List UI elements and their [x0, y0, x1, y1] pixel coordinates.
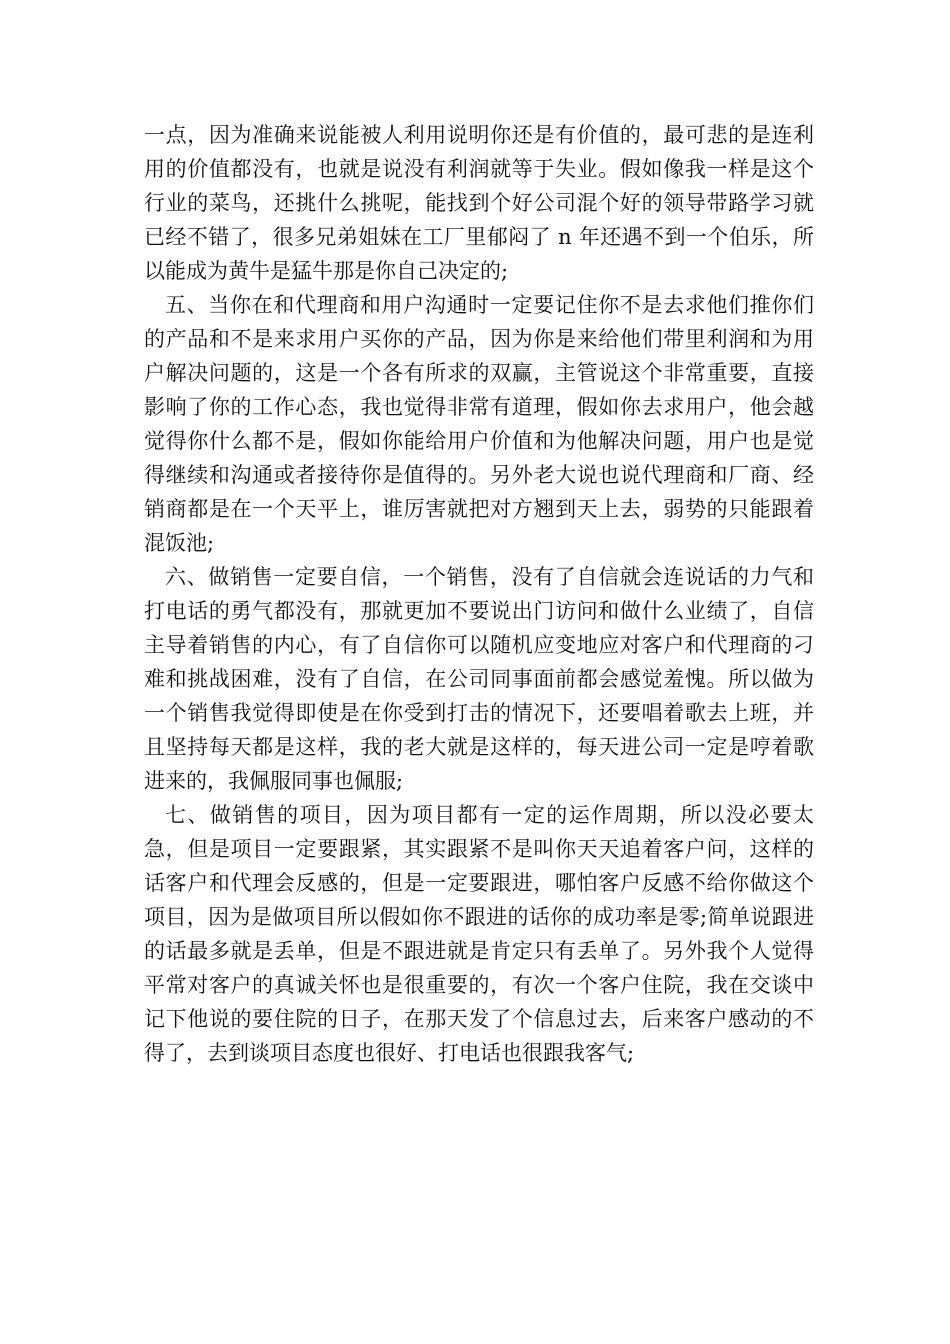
paragraph-item-six: 六、做销售一定要自信，一个销售，没有了自信就会连说话的力气和打电话的勇气都没有，那就更加不要说出门访问和做什么业绩了，自信主导着销售的内心，有了自信你可以随机应变地应对客户和代理商的刁难和挑战困难，没有了自信，在公司同事面前都会感觉羞愧。所以做为一个销售我觉得即使是在你受到打击的情况下，还要唱着歌去上班，并且坚持每天都是这样，我的老大就是这样的，每天进公司一定是哼着歌进来的，我佩服同事也佩服; [144, 565, 814, 793]
paragraph-item-seven: 七、做销售的项目，因为项目都有一定的运作周期，所以没必要太急，但是项目一定要跟紧，其实跟紧不是叫你天天追着客户问，这样的话客户和代理会反感的，但是一定要跟进，哪怕客户反感不给你做这个项目，因为是做项目所以假如你不跟进的话你的成功率是零;简单说跟进的话最多就是丢单，但是不跟进就是肯定只有丢单了。另外我个人觉得平常对客户的真诚关怀也是很重要的，有次一个客户住院，我在交谈中记下他说的要住院的日子，在那天发了个信息过去，后来客户感动的不得了，去到谈项目态度也很好、打电话也很跟我客气; [144, 803, 814, 1065]
paragraph-item-five: 五、当你在和代理商和用户沟通时一定要记住你不是去求他们推你们的产品和不是来求用户买你的产品，因为你是来给他们带里利润和为用户解决问题的，这是一个各有所求的双赢，主管说这个非常重要，直接影响了你的工作心态，我也觉得非常有道理，假如你去求用户，他会越觉得你什么都不是，假如你能给用户价值和为他解决问题，用户也是觉得继续和沟通或者接待你是值得的。另外老大说也说代理商和厂商、经销商都是在一个天平上，谁厉害就把对方翘到天上去，弱势的只能跟着混饭池; [144, 293, 814, 555]
document-body [144, 118, 814, 1070]
paragraph-continuation: 一点，因为准确来说能被人利用说明你还是有价值的，最可悲的是连利用的价值都没有，也就是说没有利润就等于失业。假如像我一样是这个行业的菜鸟，还挑什么挑呢，能找到个好公司混个好的领导带路学习就已经不错了，很多兄弟姐妹在工厂里郁闷了 n 年还遇不到一个伯乐，所以能成为黄牛是猛牛那是你自己决定的; [144, 123, 814, 283]
